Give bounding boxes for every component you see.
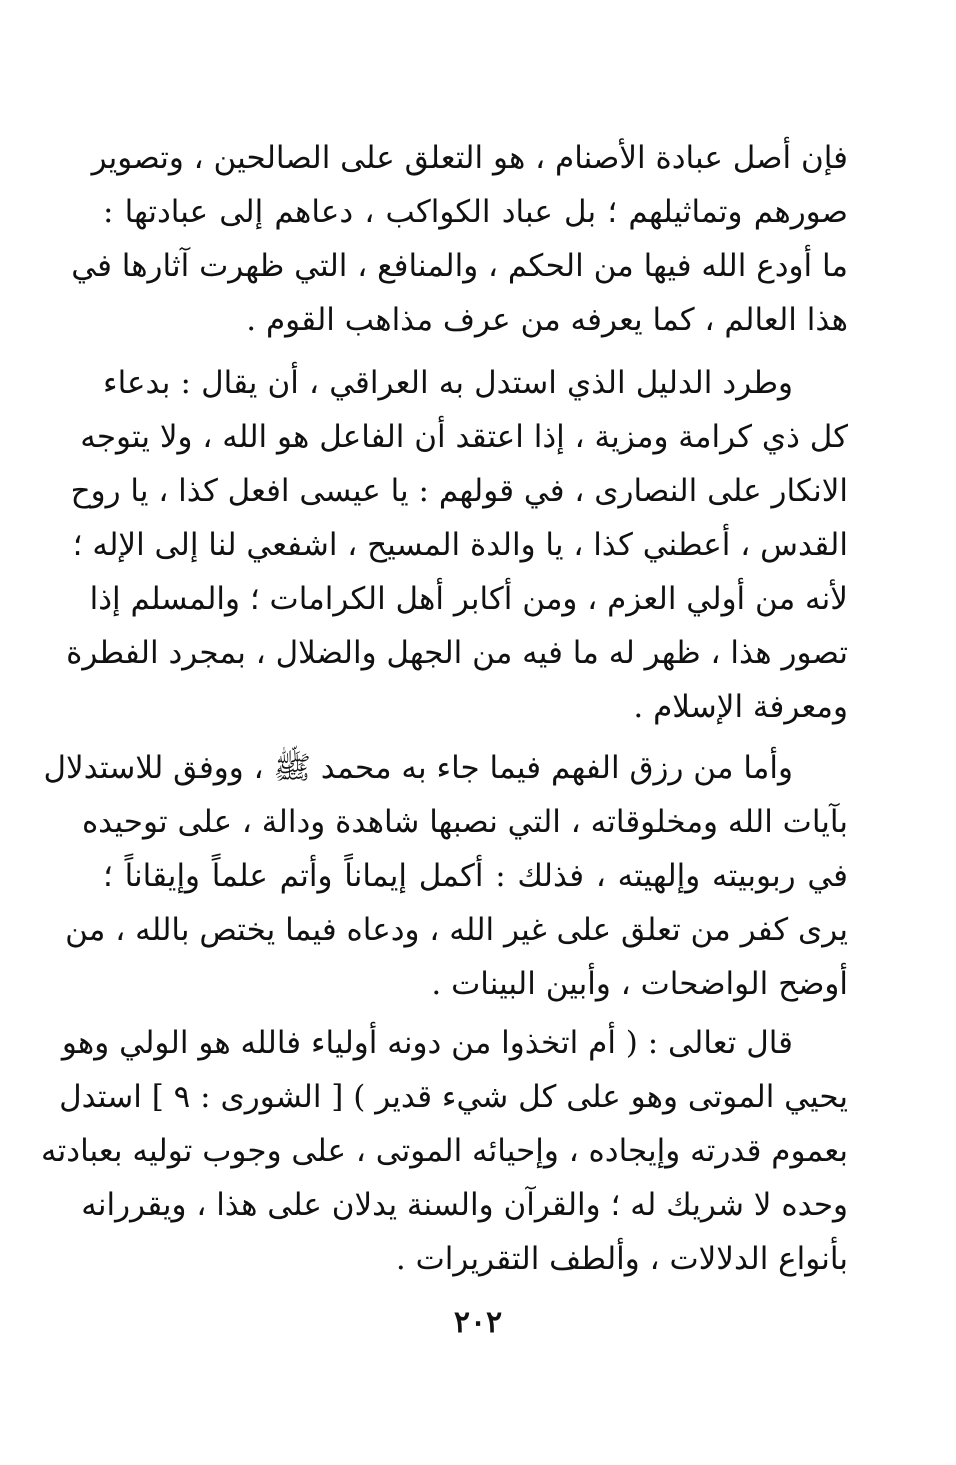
paragraph-line: فإن أصل عبادة الأصنام ، هو التعلق على الصالحين ، وتصوير <box>91 140 848 176</box>
paragraph-line: ومعرفة الإسلام . <box>633 689 848 725</box>
paragraph-line: ما أودع الله فيها من الحكم ، والمنافع ، التي ظهرت آثارها في <box>71 248 848 284</box>
paragraph-line: قال تعالى : ( أم اتخذوا من دونه أولياء فالله هو الولي وهو <box>61 1025 793 1061</box>
paragraph-line: وأما من رزق الفهم فيما جاء به محمد ﷺ ، ووفق للاستدلال <box>43 750 793 786</box>
paragraph-line: في ربوبيته وإلهيته ، فذلك : أكمل إيماناً وأتم علماً وإيقاناً ؛ <box>103 858 848 894</box>
paragraph-line: القدس ، أعطني كذا ، يا والدة المسيح ، اشفعي لنا إلى الإله ؛ <box>72 527 848 563</box>
paragraph-line: صورهم وتماثيلهم ؛ بل عباد الكواكب ، دعاهم إلى عبادتها : <box>103 194 848 230</box>
paragraph-line: وحده لا شريك له ؛ والقرآن والسنة يدلان على هذا ، ويقررانه <box>81 1187 848 1223</box>
paragraph-line: كل ذي كرامة ومزية ، إذا اعتقد أن الفاعل هو الله ، ولا يتوجه <box>80 419 848 455</box>
paragraph-1 <box>71 131 848 347</box>
paragraph-line: وطرد الدليل الذي استدل به العراقي ، أن يقال : بدعاء <box>103 365 793 401</box>
paragraph-line: الانكار على النصارى ، في قولهم : يا عيسى افعل كذا ، يا روح <box>70 473 848 509</box>
paragraph-line: تصور هذا ، ظهر له ما فيه من الجهل والضلال ، بمجرد الفطرة <box>66 635 848 671</box>
paragraph-line: بآيات الله ومخلوقاته ، التي نصبها شاهدة ودالة ، على توحيده <box>81 804 848 840</box>
paragraph-line: أوضح الواضحات ، وأبين البينات . <box>431 966 848 1002</box>
paragraph-4 <box>41 1016 848 1286</box>
paragraph-line: لأنه من أولي العزم ، ومن أكابر أهل الكرامات ؛ والمسلم إذا <box>89 581 848 617</box>
paragraph-line: بعموم قدرته وإيجاده ، وإحيائه الموتى ، على وجوب توليه بعبادته <box>41 1133 848 1169</box>
page-number: ٢٠٢ <box>453 1305 503 1340</box>
paragraph-line: يرى كفر من تعلق على غير الله ، ودعاه فيما يختص بالله ، من <box>65 912 848 948</box>
paragraph-line: بأنواع الدلالات ، وألطف التقريرات . <box>395 1241 848 1277</box>
paragraph-3 <box>43 741 848 1011</box>
paragraph-2 <box>66 356 848 734</box>
paragraph-line: هذا العالم ، كما يعرفه من عرف مذاهب القوم . <box>246 302 848 338</box>
paragraph-line: يحيي الموتى وهو على كل شيء قدير ) [ الشورى : ٩ ] استدل <box>59 1079 848 1115</box>
